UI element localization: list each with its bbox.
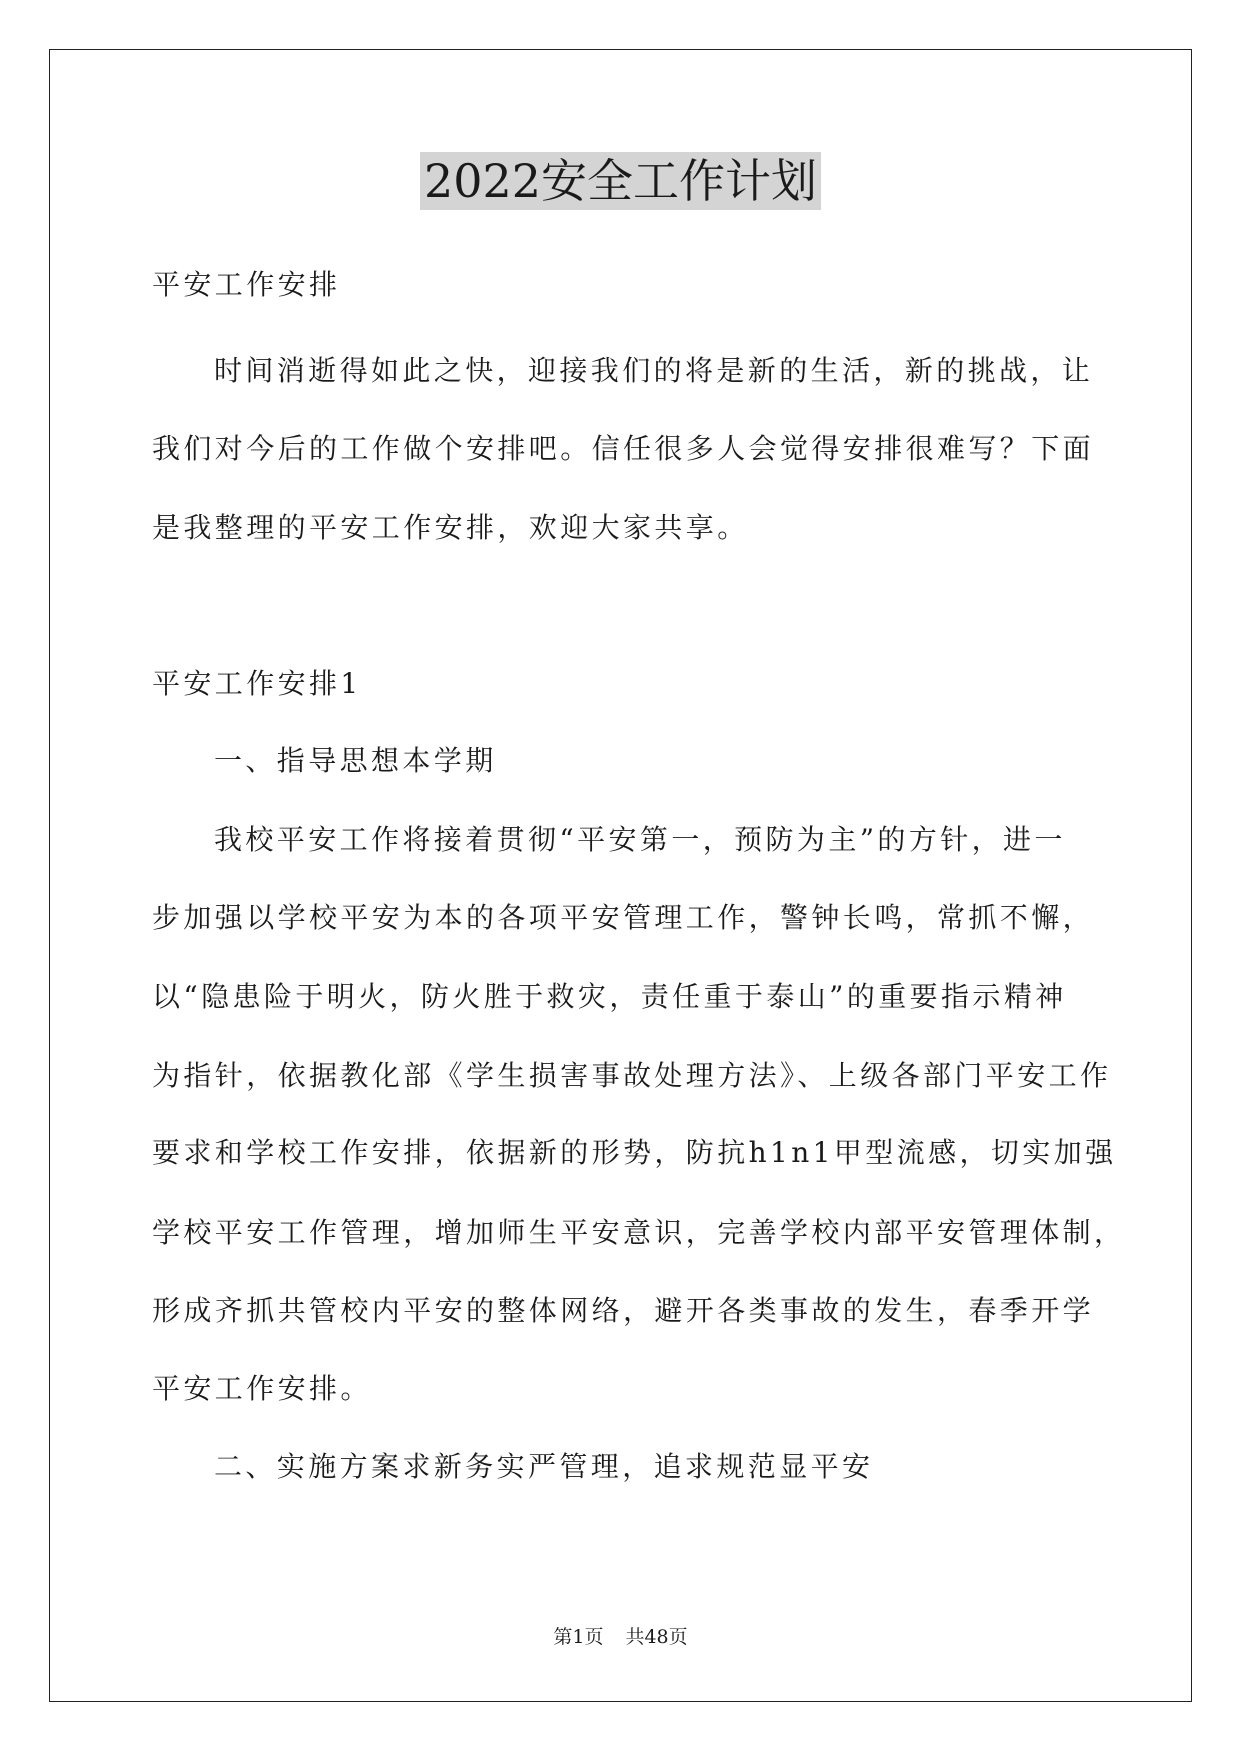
paragraph-line: 是我整理的平安工作安排，欢迎大家共享。 — [152, 511, 749, 544]
total-pages: 共48页 — [625, 1626, 688, 1648]
page-footer — [0, 1625, 1241, 1649]
section-heading: 平安工作安排 — [152, 268, 341, 301]
paragraph-line: 时间消逝得如此之快，迎接我们的将是新的生活，新的挑战，让 — [214, 354, 1094, 387]
subheading: 二、实施方案求新务实严管理，追求规范显平安 — [214, 1450, 874, 1483]
paragraph-line: 形成齐抓共管校内平安的整体网络，避开各类事故的发生，春季开学 — [152, 1294, 1095, 1327]
paragraph-line: 平安工作安排。 — [152, 1372, 372, 1405]
paragraph-line: 以“隐患险于明火，防火胜于救灾，责任重于泰山”的重要指示精神 — [152, 980, 1067, 1013]
subheading: 一、指导思想本学期 — [214, 744, 497, 777]
paragraph-line: 为指针，依据教化部《学生损害事故处理方法》、上级各部门平安工作 — [152, 1059, 1112, 1092]
document-title: 2022安全工作计划 — [0, 150, 1241, 212]
paragraph-line: 步加强以学校平安为本的各项平安管理工作，警钟长鸣，常抓不懈， — [152, 901, 1095, 934]
section-heading: 平安工作安排1 — [152, 667, 362, 700]
paragraph-line: 要求和学校工作安排，依据新的形势，防抗h1n1甲型流感，切实加强 — [152, 1136, 1117, 1169]
paragraph-line: 我校平安工作将接着贯彻“平安第一，预防为主”的方针，进一 — [214, 823, 1066, 856]
paragraph-line: 我们对今后的工作做个安排吧。信任很多人会觉得安排很难写？下面 — [152, 432, 1095, 465]
paragraph-line: 学校平安工作管理，增加师生平安意识，完善学校内部平安管理体制， — [152, 1216, 1126, 1249]
page-number: 第1页 — [553, 1626, 604, 1648]
